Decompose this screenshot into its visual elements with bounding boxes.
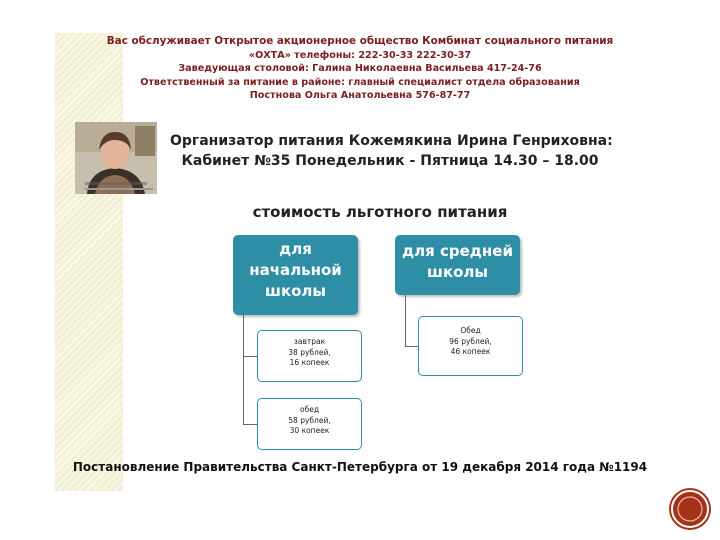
category-primary-school — [233, 235, 358, 315]
category-secondary-school — [395, 235, 520, 295]
decree-footer: Постановление Правительства Санкт-Петербурга от 19 декабря 2014 года №1194 — [72, 460, 648, 474]
breakfast-kopecks: 16 копеек — [289, 358, 330, 367]
lunch-secondary-rubles: 96 рублей, — [449, 336, 492, 346]
header-line-1: Вас обслуживает Открытое акционерное общество Комбинат социального питания — [106, 35, 614, 47]
header-line-2: «ОХТА» телефоны: 222-30-33 222-30-37 — [248, 49, 472, 61]
organizer-photo — [75, 122, 157, 194]
category-secondary-line-1: для средней — [402, 242, 513, 260]
connector-lunch-secondary — [405, 295, 419, 347]
lunch-primary-label: обед — [299, 405, 319, 414]
nav-circle-icon[interactable] — [671, 490, 709, 528]
breakfast-label: завтрак — [293, 337, 326, 346]
lunch-secondary-label: Обед — [460, 326, 481, 335]
category-primary-line-2: начальной — [249, 261, 342, 279]
category-primary-line-3: школы — [265, 282, 326, 300]
lunch-primary-kopecks: 30 копеек — [289, 426, 330, 435]
category-primary-line-1: для — [279, 240, 312, 258]
header-line-4: Ответственный за питание в районе: главный специалист отдела образования — [140, 76, 580, 88]
meal-breakfast-primary — [257, 330, 362, 382]
breakfast-rubles: 38 рублей, — [288, 347, 331, 357]
meal-lunch-primary — [257, 398, 362, 450]
organizer-info — [170, 131, 613, 171]
organizer-line-2: Кабинет №35 Понедельник - Пятница 14.30 – 18.00 — [181, 153, 599, 169]
organizer-line-1: Организатор питания Кожемякина Ирина Генриховна: — [170, 133, 613, 149]
lunch-primary-rubles: 58 рублей, — [288, 415, 331, 425]
header-line-5: Постнова Ольга Анатольевна 576-87-77 — [249, 90, 471, 102]
category-secondary-line-2: школы — [427, 263, 488, 281]
lunch-secondary-kopecks: 46 копеек — [450, 347, 491, 356]
connector-lunch-primary — [243, 356, 258, 425]
service-info-header — [95, 35, 625, 103]
connector-breakfast — [243, 315, 258, 357]
photo-caption-scribble — [85, 186, 155, 192]
section-title: стоимость льготного питания — [252, 203, 508, 221]
header-line-3: Заведующая столовой: Галина Николаевна Васильева 417-24-76 — [178, 63, 542, 75]
meal-lunch-secondary — [418, 316, 523, 376]
